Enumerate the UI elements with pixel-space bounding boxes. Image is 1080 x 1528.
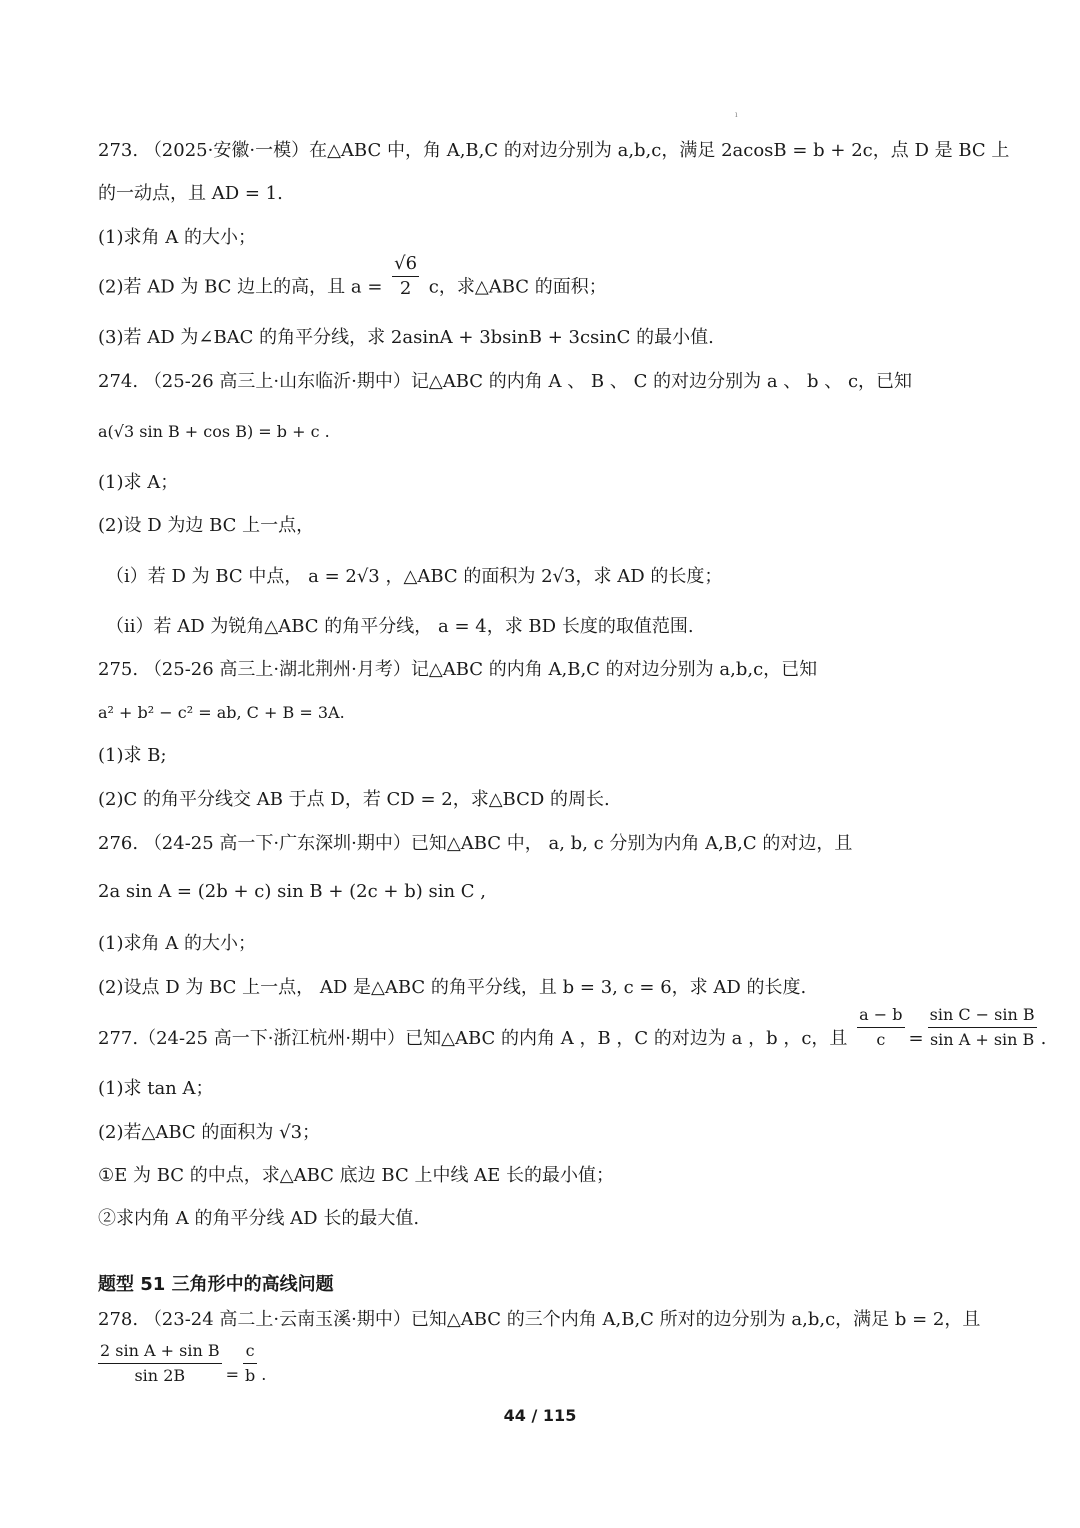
problem-276-q2: (2)设点 D 为 BC 上一点， AD 是△ABC 的角平分线，且 b = 3, c = 6，求 AD 的长度. xyxy=(98,977,807,998)
problem-source: （25-26 高三上·湖北荆州·月考） xyxy=(143,659,411,680)
problem-274-q2: (2)设 D 为边 BC 上一点， xyxy=(98,515,315,536)
problem-stem: 已知△ABC 的三个内角 A,B,C 所对的边分别为 a,b,c，满足 b = 2，且 xyxy=(410,1309,981,1330)
problem-stem: 已知△ABC 中， a, b, c 分别为内角 A,B,C 的对边，且 xyxy=(410,833,853,854)
problem-stem: 已知△ABC 的内角 A ，B ，C 的对边为 a ，b ，c，且 xyxy=(405,1028,848,1049)
problem-277-q1: (1)求 tan A； xyxy=(98,1078,214,1099)
problem-277-line-1 xyxy=(98,1004,1047,1052)
fraction-denominator: sin A + sin B xyxy=(929,1029,1035,1049)
fraction-numerator: sin C − sin B xyxy=(928,1003,1037,1028)
problem-number: 277. xyxy=(98,1028,139,1049)
fraction-sines-over-sin2b xyxy=(98,1339,222,1388)
fraction-numerator: a − b xyxy=(857,1003,904,1028)
fraction-numerator: 2 sin A + sin B xyxy=(98,1339,222,1364)
fraction-numerator: c xyxy=(243,1339,257,1364)
problem-276-q1: (1)求角 A 的大小； xyxy=(98,933,256,954)
fraction-a-minus-b-over-c xyxy=(857,1003,904,1052)
fraction-denominator: 2 xyxy=(399,278,412,299)
problem-277-q2-1: ①E 为 BC 的中点，求△ABC 底边 BC 上中线 AE 长的最小值； xyxy=(98,1165,615,1186)
problem-number: 274. xyxy=(98,371,139,392)
problem-stem: 在△ABC 中，角 A,B,C 的对边分别为 a,b,c，满足 2acosB = b + 2c，点 D 是 BC 上 xyxy=(309,140,1010,161)
problem-273-line-2: 的一动点，且 AD = 1. xyxy=(98,183,283,204)
problem-273-q3: (3)若 AD 为∠BAC 的角平分线，求 2asinA + 3bsinB + 3csinC 的最小值. xyxy=(98,327,714,348)
problem-275-line-1 xyxy=(98,657,817,683)
problem-273-q2 xyxy=(98,253,607,301)
problem-number: 273. xyxy=(98,140,139,161)
problem-277-q2: (2)若△ABC 的面积为 √3； xyxy=(98,1122,321,1143)
problem-276-line-2: 2a sin A = (2b + c) sin B + (2c + b) sin C , xyxy=(98,881,487,902)
q2-text-before: (2)若 AD 为 BC 边上的高，且 a = xyxy=(98,276,383,298)
problem-source: （24-25 高一下·广东深圳·期中） xyxy=(143,833,411,854)
fraction-numerator: √6 xyxy=(392,252,419,277)
problem-source: （2025·安徽·一模） xyxy=(143,140,310,161)
equals-sign: = xyxy=(225,1365,239,1384)
q2-text-after: c，求△ABC 的面积； xyxy=(428,276,607,298)
problem-274-q2-i: （i）若 D 为 BC 中点， a = 2√3 ，△ABC 的面积为 2√3，求 AD 的长度； xyxy=(106,566,723,587)
problem-275-line-2: a² + b² − c² = ab, C + B = 3A. xyxy=(98,703,345,722)
problem-274-line-1 xyxy=(98,369,912,395)
problem-source: （25-26 高三上·山东临沂·期中） xyxy=(143,371,411,392)
fraction-sqrt6-over-2 xyxy=(392,252,419,301)
problem-274-q2-ii: （ii）若 AD 为锐角△ABC 的角平分线， a = 4，求 BD 长度的取值范围. xyxy=(106,616,694,637)
problem-275-q2: (2)C 的角平分线交 AB 于点 D，若 CD = 2，求△BCD 的周长. xyxy=(98,789,610,810)
problem-277-q2-2: ②求内角 A 的角平分线 AD 长的最大值. xyxy=(98,1208,420,1229)
problem-274-line-2: a(√3 sin B + cos B) = b + c . xyxy=(98,422,330,441)
stem-end: . xyxy=(261,1365,267,1384)
problem-273-q1: (1)求角 A 的大小； xyxy=(98,227,256,248)
problem-source: （23-24 高二上·云南玉溪·期中） xyxy=(143,1309,411,1330)
equals-sign: = xyxy=(908,1028,924,1049)
fraction-denominator: b xyxy=(245,1366,256,1385)
problem-number: 278. xyxy=(98,1309,139,1330)
problem-number: 276. xyxy=(98,833,139,854)
margin-mark: ı xyxy=(735,110,738,119)
problem-276-line-1 xyxy=(98,831,852,857)
problem-278-line-2 xyxy=(98,1341,267,1388)
section-heading: 题型 51 三角形中的高线问题 xyxy=(98,1274,334,1295)
problem-number: 275. xyxy=(98,659,139,680)
problem-stem: 记△ABC 的内角 A,B,C 的对边分别为 a,b,c，已知 xyxy=(410,659,818,680)
fraction-denominator: sin 2B xyxy=(134,1366,186,1385)
problem-275-q1: (1)求 B; xyxy=(98,745,167,766)
problem-274-q1: (1)求 A； xyxy=(98,472,179,493)
problem-stem: 记△ABC 的内角 A 、 B 、 C 的对边分别为 a 、 b 、 c，已知 xyxy=(410,371,913,392)
problem-278-line-1 xyxy=(98,1307,980,1333)
fraction-sines xyxy=(928,1003,1037,1052)
fraction-c-over-b xyxy=(243,1339,257,1388)
page-indicator: 44 / 115 xyxy=(503,1406,577,1425)
fraction-denominator: c xyxy=(876,1029,886,1049)
problem-273-line-1 xyxy=(98,138,1009,164)
stem-end: . xyxy=(1040,1028,1047,1049)
problem-source: （24-25 高一下·浙江杭州·期中） xyxy=(138,1028,406,1049)
